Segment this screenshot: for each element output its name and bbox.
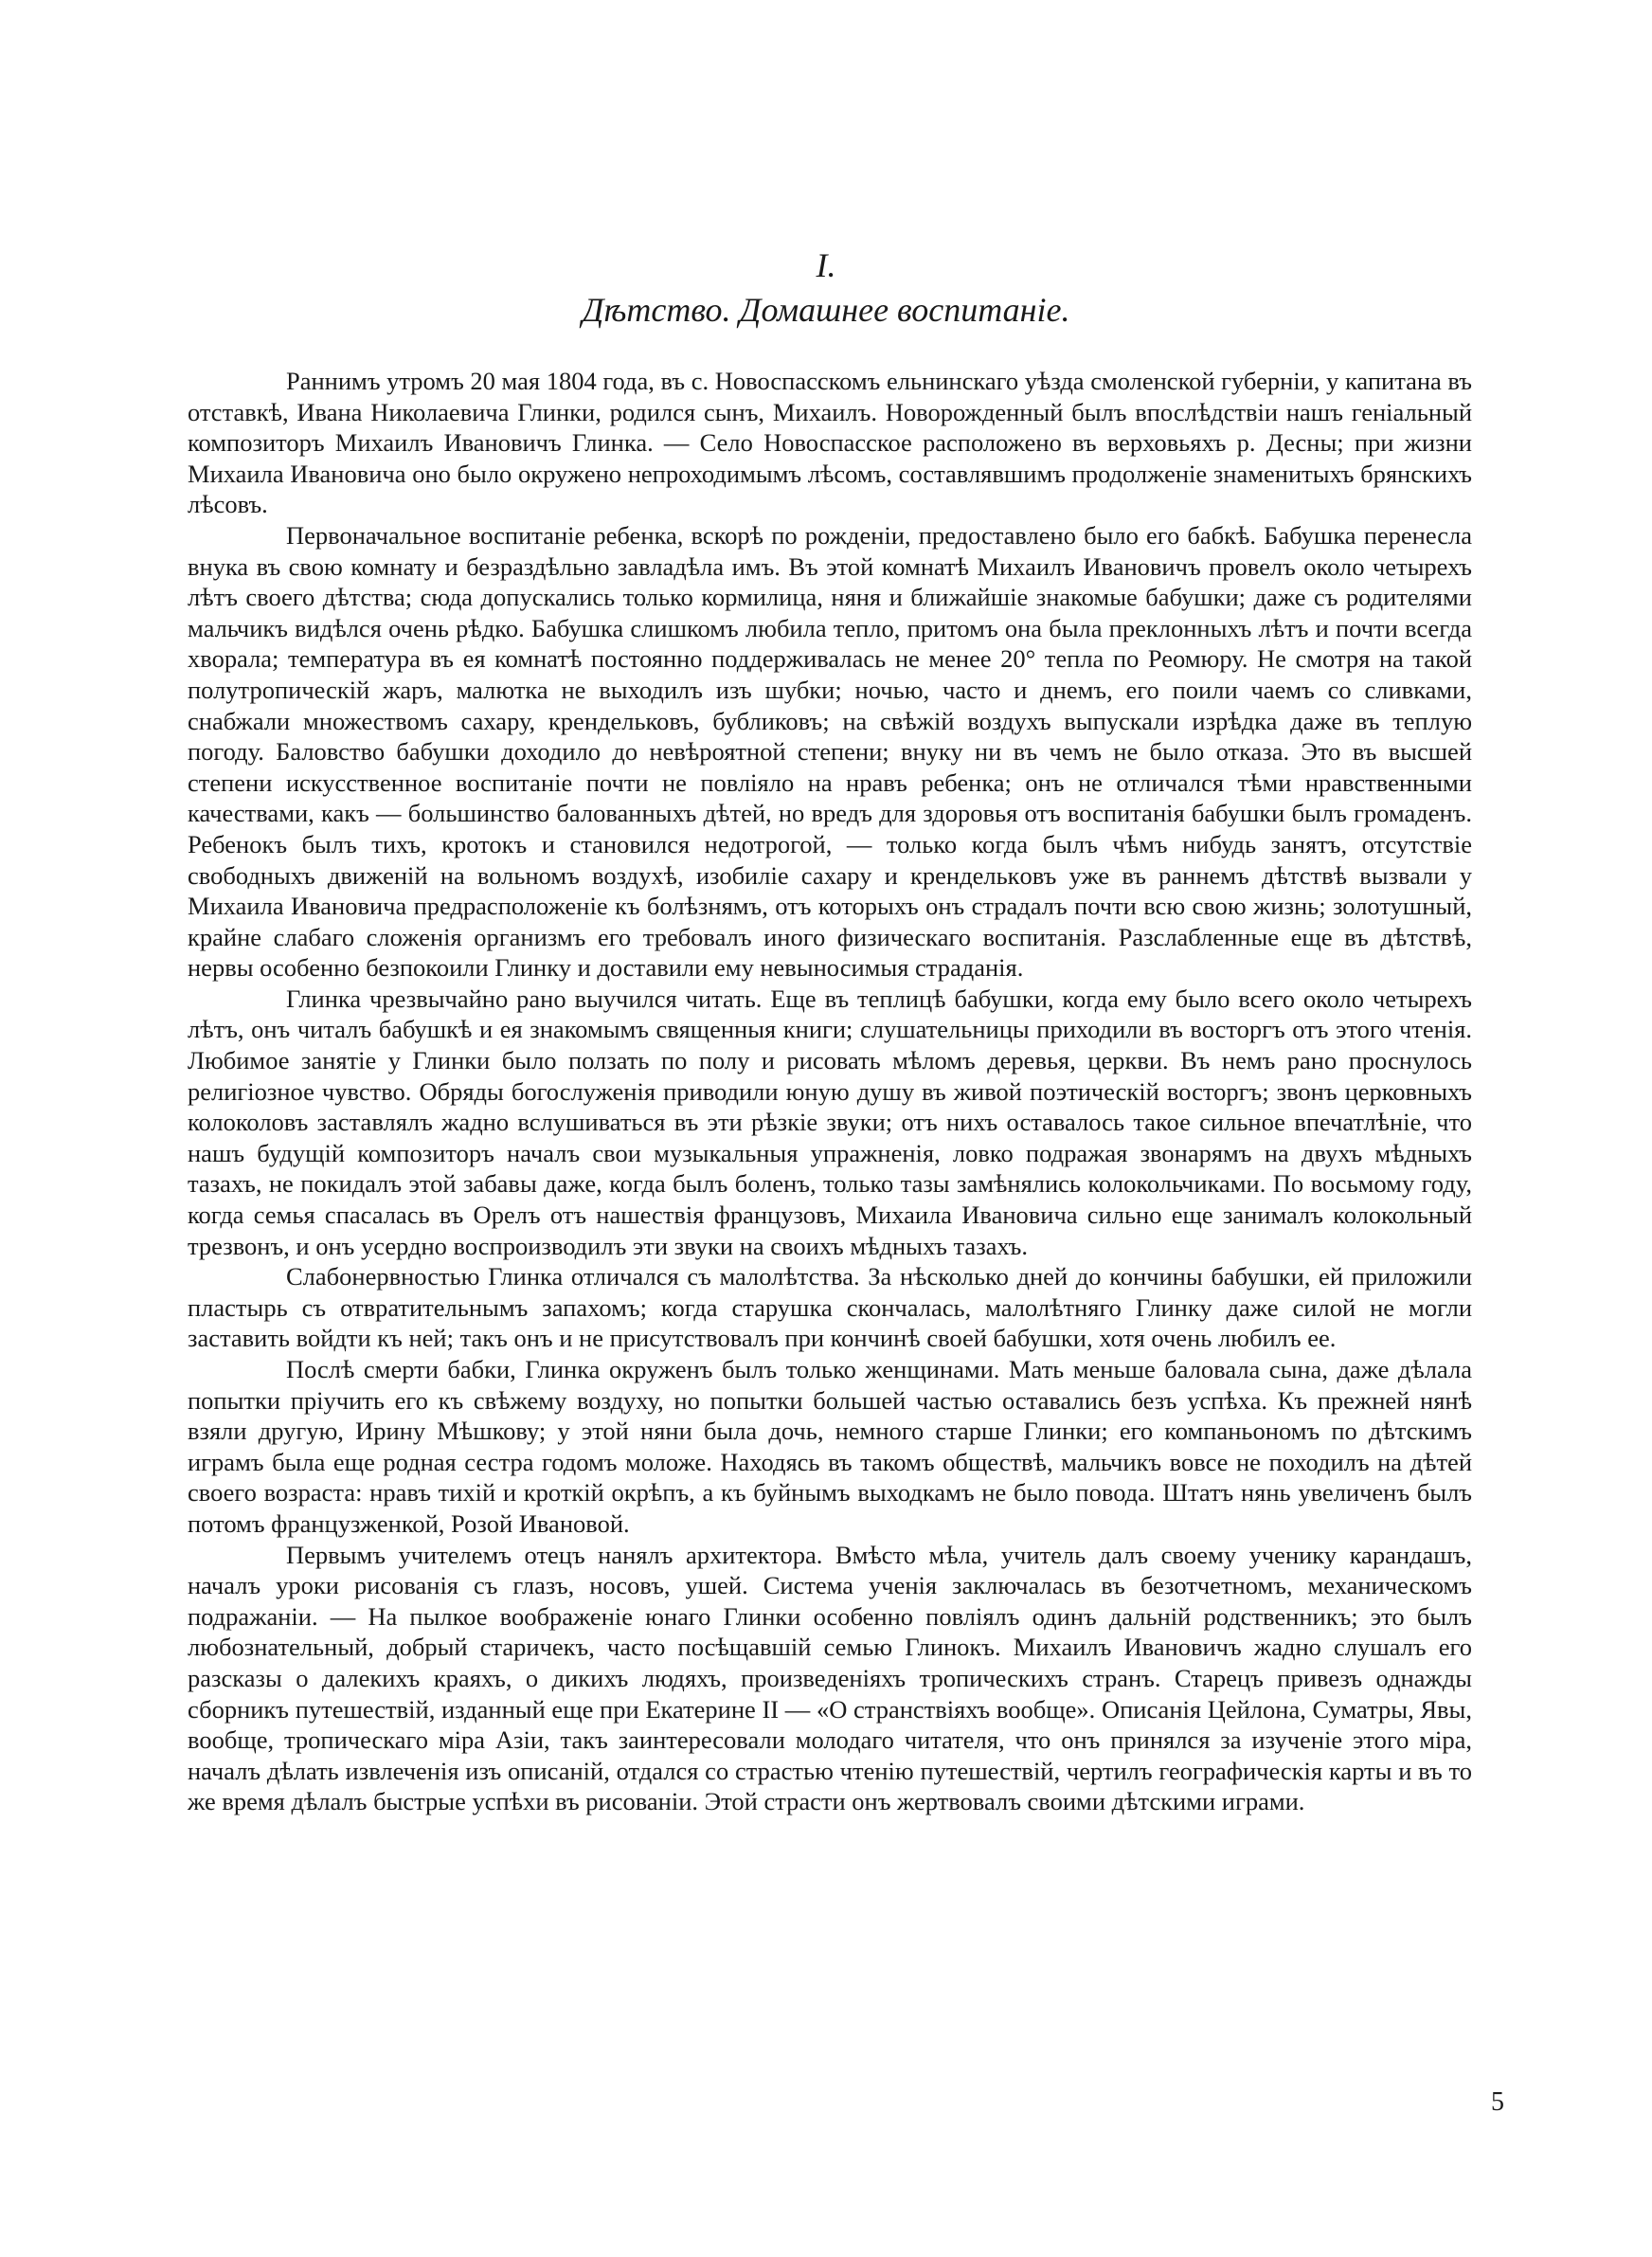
paragraph: Слабонервностью Глинка отличался съ малолѣтства. За нѣсколько дней до кончины бабушки, ей приложили пластырь съ отвратительнымъ запахомъ; когда старушка скончалась, малолѣтняго Глинку даже силой не могли заставить войдти къ ней; такъ онъ и не присутствовалъ при кончинѣ своей бабушки, хотя очень любилъ ее. (188, 1262, 1472, 1353)
chapter-title: Дѣтство. Домашнее воспитаніе. (582, 291, 1070, 329)
body-text (188, 366, 1472, 1817)
paragraph: Глинка чрезвычайно рано выучился читать. Еще въ теплицѣ бабушки, когда ему было всего около четырехъ лѣтъ, онъ читалъ бабушкѣ и ея знакомымъ священныя книги; слушательницы приходили въ восторгъ отъ этого чтенія. Любимое занятіе у Глинки было ползать по полу и рисовать мѣломъ деревья, церкви. Въ немъ рано проснулось религіозное чувство. Обряды богослуженія приводили юную душу въ живой поэтическій восторгъ; звонъ церковныхъ колоколовъ заставлялъ жадно вслушиваться въ эти рѣзкіе звуки; отъ нихъ оставалось такое сильное впечатлѣніе, что нашъ будущій композиторъ началъ свои музыкальныя упражненія, ловко подражая звонарямъ на двухъ мѣдныхъ тазахъ, не покидалъ этой забавы даже, когда былъ боленъ, только тазы замѣнялись колокольчиками. По восьмому году, когда семья спасалась въ Орелъ отъ нашествія французовъ, Михаила Ивановича сильно еще занималъ колокольный трезвонъ, и онъ усердно воспроизводилъ эти звуки на своихъ мѣдныхъ тазахъ. (188, 984, 1472, 1260)
page-number: 5 (1491, 2087, 1504, 2117)
paragraph: Первоначальное воспитаніе ребенка, вскорѣ по рожденіи, предоставлено было его бабкѣ. Бабушка перенесла внука въ свою комнату и безраздѣльно завладѣла имъ. Въ этой комнатѣ Михаилъ Ивановичъ провелъ около четырехъ лѣтъ своего дѣтства; сюда допускались только кормилица, няня и ближайшіе знакомые бабушки; даже съ родителями мальчикъ видѣлся очень рѣдко. Бабушка слишкомъ любила тепло, притомъ она была преклонныхъ лѣтъ и почти всегда хворала; температура въ ея комнатѣ постоянно поддерживалась не менее 20° тепла по Реомюру. Не смотря на такой полутропическій жаръ, малютка не выходилъ изъ шубки; ночью, часто и днемъ, его поили чаемъ со сливками, снабжали множествомъ сахару, крендельковъ, бубликовъ; на свѣжій воздухъ выпускали изрѣдка даже въ теплую погоду. Баловство бабушки доходило до невѣроятной степени; внуку ни въ чемъ не было отказа. Это въ высшей степени искусственное воспитаніе почти не повліяло на нравъ ребенка; онъ не отличался тѣми нравственными качествами, какъ — большинство балованныхъ дѣтей, но вредъ для здоровья отъ воспитанія бабушки былъ громаденъ. Ребенокъ былъ тихъ, кротокъ и становился недотрогой, — только когда былъ чѣмъ нибудь занятъ, отсутствіе свободныхъ движеній на вольномъ воздухѣ, изобиліе сахару и кренделькoвъ уже въ раннемъ дѣтствѣ вызвали у Михаила Ивановича предрасположеніе къ болѣзнямъ, отъ которыхъ онъ страдалъ почти всю свою жизнь; золотушный, крайне слабаго сложенія организмъ его требовалъ иного физическаго воспитанія. Разслабленные еще въ дѣтствѣ, нервы особенно безпокоили Глинку и доставили ему невыносимыя страданія. (188, 520, 1472, 983)
paragraph: Раннимъ утромъ 20 мая 1804 года, въ с. Новоспасскомъ ельнинскаго уѣзда смоленской губерніи, у капитана въ отставкѣ, Ивана Николаевича Глинки, родился сынъ, Михаилъ. Новорожденный былъ впослѣдствіи нашъ геніальный композиторъ Михаилъ Ивановичъ Глинка. — Село Новоспасское расположено въ верховьяхъ р. Десны; при жизни Михаила Ивановича оно было окружено непроходимымъ лѣсомъ, составлявшимъ продолженіе знаменитыхъ брянскихъ лѣсовъ. (188, 367, 1472, 519)
chapter-number: I. (816, 246, 836, 284)
paragraph: Послѣ смерти бабки, Глинка окруженъ былъ только женщинами. Мать меньше баловала сына, даже дѣлала попытки пріучить его къ свѣжему воздуху, но попытки большей частью оставались безъ успѣха. Къ прежней нянѣ взяли другую, Ирину Мѣшкову; у этой няни была дочь, немного старше Глинки; его компаньономъ по дѣтскимъ играмъ была еще родная сестра годомъ моложе. Находясь въ такомъ обществѣ, мальчикъ вовсе не походилъ на дѣтей своего возраста: нравъ тихій и кроткій окрѣпъ, а къ буйнымъ выходкамъ не было повода. Штатъ нянь увеличенъ былъ потомъ французженкой, Розой Ивановой. (188, 1355, 1472, 1538)
paragraph: Первымъ учителемъ отецъ нанялъ архитектора. Вмѣсто мѣла, учитель далъ своему ученику карандашъ, началъ уроки рисованія съ глазъ, носовъ, ушей. Система ученія заключалась въ безотчетномъ, механическомъ подражаніи. — На пылкое воображеніе юнаго Глинки особенно повліялъ одинъ дальній родственникъ; это былъ любознательный, добрый старичекъ, часто посѣщавшій семью Глинокъ. Михаилъ Ивановичъ жадно слушалъ его разсказы о далекихъ краяхъ, о дикихъ людяхъ, произведеніяхъ тропическихъ странъ. Старецъ привезъ однажды сборникъ путешествій, изданный еще при Екатерине II — «О странствіяхъ вообще». Описанія Цейлона, Суматры, Явы, вообще, тропическаго міра Азіи, такъ заинтересовали молодаго читателя, что онъ принялся за изученіе этого міра, началъ дѣлать извлеченія изъ описаній, отдался со страстью чтенію путешествій, чертилъ географическія карты и въ то же время дѣлалъ быстрые успѣхи въ рисованіи. Этой страсти онъ жертвовалъ своими дѣтскими играми. (188, 1540, 1472, 1816)
